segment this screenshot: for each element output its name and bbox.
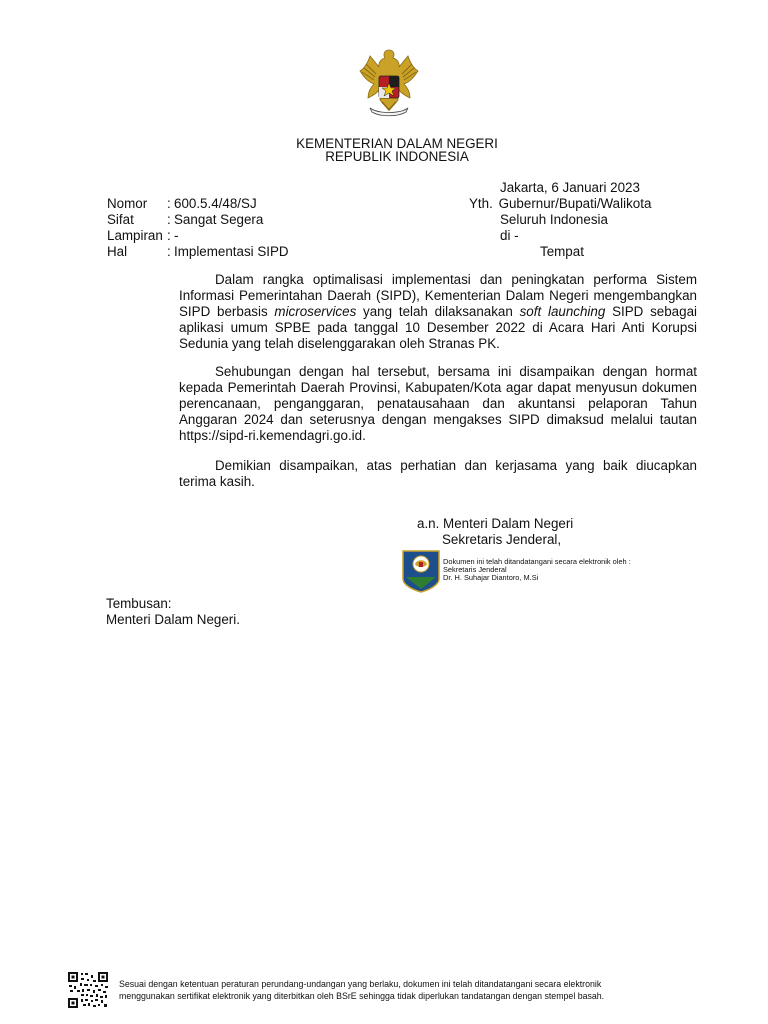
recipient-prefix: Yth.	[469, 196, 493, 211]
footer-note	[119, 978, 719, 1002]
paragraph-text: SIPD sebagai aplikasi umum SPBE pada tanggal 10 Desember 2022 di Acara Hari Anti Korupsi Sedunia yang telah diselenggarakan oleh Stranas PK.	[179, 304, 698, 351]
footer-note-line: Sesuai dengan ketentuan peraturan perundang-undangan yang berlaku, dokumen ini telah ditandatangani secara elektronik	[119, 979, 602, 989]
country-name: REPUBLIK INDONESIA	[325, 149, 469, 164]
meta-colon: :	[167, 244, 171, 259]
garuda-emblem-icon	[356, 44, 422, 120]
recipient-region: Seluruh Indonesia	[500, 212, 608, 227]
recipient-at: di -	[500, 228, 519, 243]
electronic-signature	[401, 549, 701, 593]
signature-note: Dokumen ini telah ditandatangani secara elektronik oleh :	[443, 557, 631, 566]
meta-label: Lampiran	[107, 228, 163, 243]
recipient-line	[469, 196, 709, 212]
signatory-block	[417, 516, 573, 552]
recipient-name: Gubernur/Bupati/Walikota	[498, 196, 652, 211]
body-paragraph-1	[179, 272, 697, 352]
meta-colon: :	[167, 212, 171, 227]
meta-row-subject	[107, 244, 307, 260]
signature-role: Sekretaris Jenderal	[443, 565, 507, 575]
meta-value: Implementasi SIPD	[174, 244, 289, 259]
meta-label: Hal	[107, 244, 128, 259]
qr-code-icon	[67, 971, 109, 1009]
meta-label: Sifat	[107, 212, 134, 227]
meta-row-attachment	[107, 228, 307, 244]
body-paragraph-3	[179, 458, 697, 490]
paragraph-text: Demikian disampaikan, atas perhatian dan kerjasama yang baik diucapkan terima kasih.	[179, 458, 697, 489]
footer-note-line: menggunakan sertifikat elektronik yang diterbitkan oleh BSrE sehingga tidak diperlukan tandatangan dengan stempel basah.	[119, 991, 605, 1001]
italic-term: soft launching	[519, 304, 606, 319]
place-date: Jakarta, 6 Januari 2023	[500, 180, 640, 195]
paragraph-text: yang telah dilaksanakan	[356, 304, 520, 319]
cc-label: Tembusan:	[106, 596, 172, 611]
on-behalf-line: a.n. Menteri Dalam Negeri	[417, 516, 574, 531]
paragraph-text: Sehubungan dengan hal tersebut, bersama ini disampaikan dengan hormat kepada Pemerintah Daerah Provinsi, Kabupaten/Kota agar dapat menyusun dokumen perencanaan, penganggaran, penatausahaan dan akuntansi pelaporan Tahun Anggaran 2024 dan seterusnya dengan mengakses SIPD dimaksud melalui tautan https://sipd-ri.kemendagri.go.id.	[179, 364, 697, 443]
meta-label: Nomor	[107, 196, 148, 211]
meta-colon: :	[167, 228, 171, 243]
signature-name: Dr. H. Suhajar Diantoro, M.Si	[443, 573, 539, 583]
cc-item: Menteri Dalam Negeri.	[106, 612, 240, 627]
paragraph-text: Dalam rangka optimalisasi implementasi dan peningkatan performa Sistem Informasi Pemerintahan Daerah (SIPD), Kementerian Dalam Negeri mengembangkan SIPD berbasis	[179, 272, 697, 319]
recipient-place: Tempat	[540, 244, 584, 259]
carbon-copy	[106, 596, 240, 628]
italic-term: microservices	[274, 304, 357, 319]
recipient-block	[469, 180, 709, 260]
signatory-title: Sekretaris Jenderal,	[442, 532, 562, 547]
meta-colon: :	[167, 196, 171, 211]
meta-row-nature	[107, 212, 307, 228]
meta-value: Sangat Segera	[174, 212, 264, 227]
body-paragraph-2	[179, 364, 697, 444]
kemendagri-seal-icon	[401, 549, 441, 593]
ministry-name: KEMENTERIAN DALAM NEGERI	[296, 136, 498, 151]
meta-row-number	[107, 196, 307, 212]
meta-value: 600.5.4/48/SJ	[174, 196, 257, 211]
meta-value: -	[174, 228, 179, 243]
